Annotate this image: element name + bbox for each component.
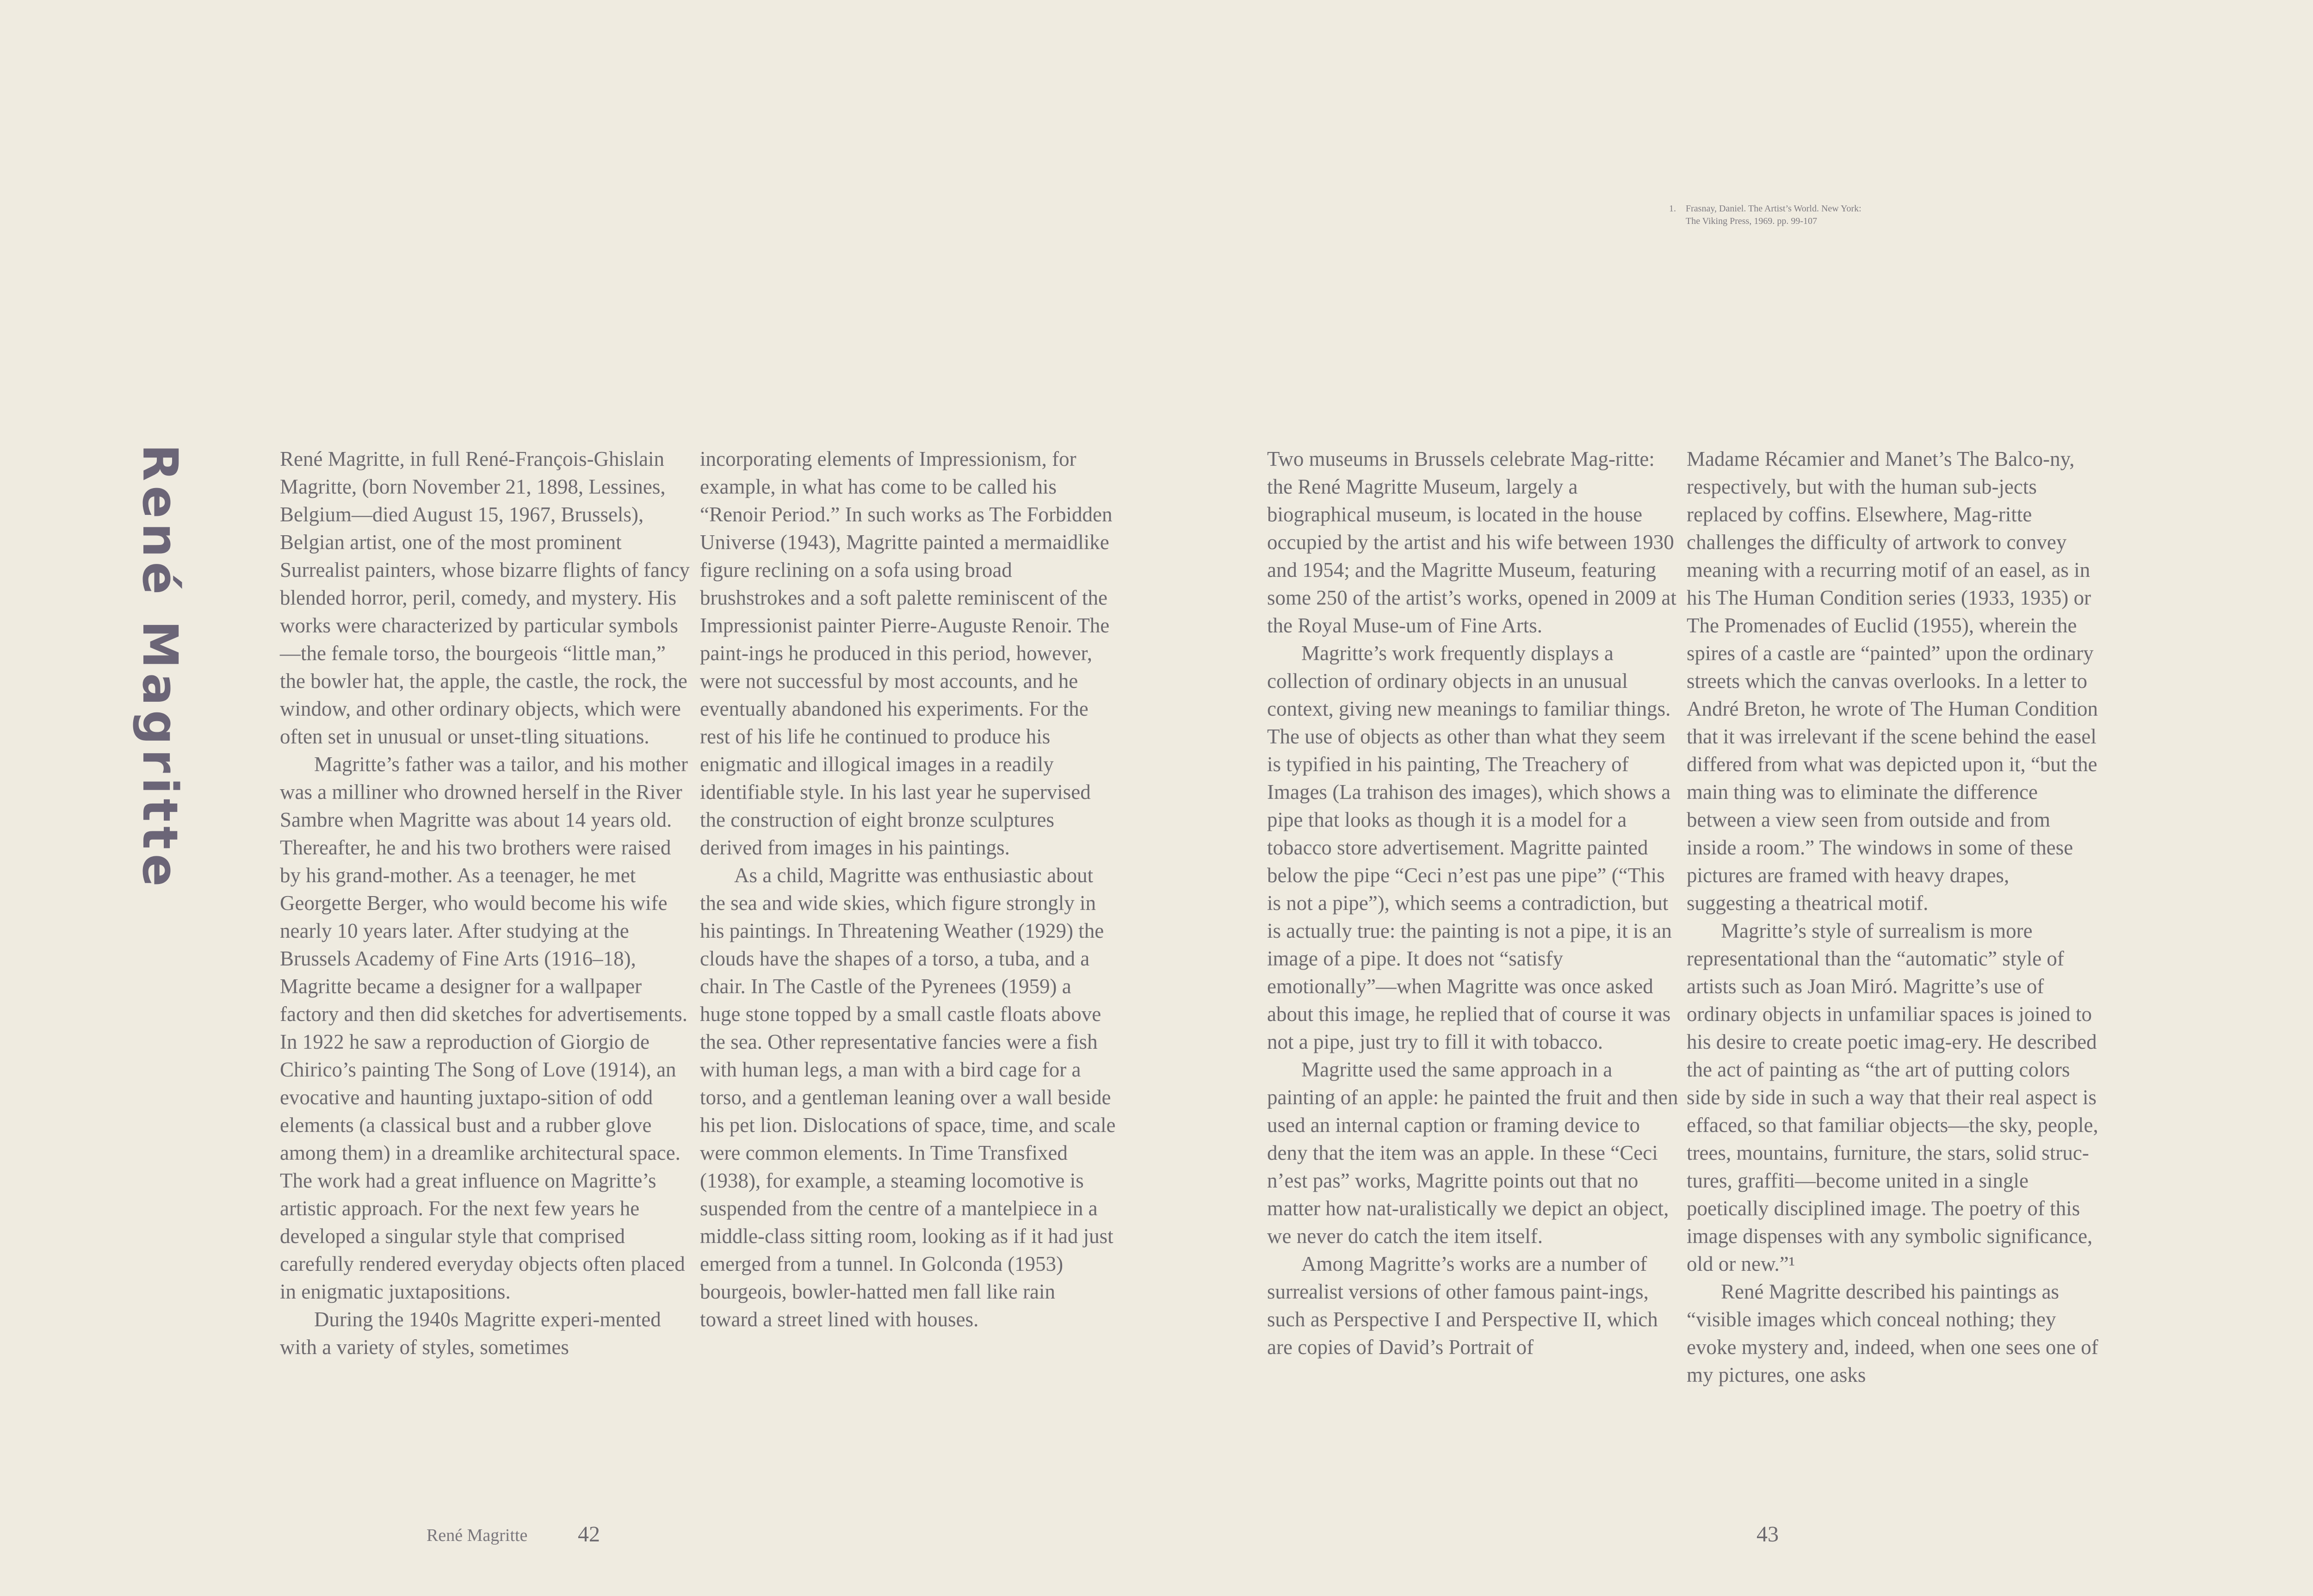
footnote-text-2: The Viking Press, 1969. pp. 99-107	[1686, 216, 1817, 226]
text-column-1	[280, 445, 696, 1361]
paragraph: incorporating elements of Impressionism, for example, in what has come to be called his “Renoir Period.” In such works as The Forbidden Universe (1943), Magritte painted a mermaidlike figure reclining on a sofa using broad brushstrokes and a soft palette reminiscent of the Impressionist painter Pierre-Auguste Renoir. The paint-ings he produced in this period, however, were not successful by most accounts, and he eventually abandoned his experiments. For the rest of his life he continued to produce his enigmatic and illogical images in a readily identifiable style. In his last year he supervised the construction of eight bronze sculptures derived from images in his paintings.	[700, 447, 1113, 859]
paragraph: Madame Récamier and Manet’s The Balco-ny, respectively, but with the human sub-jects replaced by coffins. Elsewhere, Mag-ritte challenges the difficulty of artwork to convey meaning with a recurring motif of an easel, as in his The Human Condition series (1933, 1935) or The Promenades of Euclid (1955), wherein the spires of a castle are “painted” upon the ordinary streets which the canvas overlooks. In a letter to André Breton, he wrote of The Human Condition that it was irrelevant if the scene behind the easel differed from what was depicted upon it, “but the main thing was to eliminate the difference between a view seen from outside and from inside a room.” The windows in some of these pictures are framed with heavy drapes, suggesting a theatrical motif.	[1687, 447, 2098, 915]
paragraph: Magritte’s style of surrealism is more representational than the “automatic” style of artists such as Joan Miró. Magritte’s use of ordinary objects in unfamiliar spaces is joined to his desire to create poetic imag-ery. He described the act of painting as “the art of putting colors side by side in such a way that their real aspect is effaced, so that familiar objects—the sky, people, trees, mountains, furniture, the stars, solid struc-tures, graffiti—become united in a single poetically disciplined image. The poetry of this image dispenses with any symbolic significance, old or new.”¹	[1687, 919, 2098, 1275]
page-number-left: 42	[578, 1522, 600, 1547]
paragraph: Magritte used the same approach in a painting of an apple: he painted the fruit and then used an internal caption or framing device to deny that the item was an apple. In these “Ceci n’est pas” works, Magritte points out that no matter how nat-uralistically we depict an object, we never do catch the item itself.	[1267, 1058, 1678, 1248]
text-column-4	[1687, 445, 2103, 1389]
paragraph: René Magritte described his paintings as “visible images which conceal nothing; they evoke mystery and, indeed, when one sees one of my pictures, one asks	[1687, 1280, 2098, 1386]
footnote-text-1: Frasnay, Daniel. The Artist’s World. New York:	[1686, 204, 1862, 214]
footnote-number: 1.	[1669, 204, 1676, 214]
text-column-2	[700, 445, 1116, 1333]
running-head: René Magritte	[427, 1526, 528, 1545]
footnote-line-1	[1669, 203, 1928, 215]
text-column-3	[1267, 445, 1683, 1361]
paragraph: René Magritte, in full René-François-Ghislain Magritte, (born November 21, 1898, Lessines, Belgium—died August 15, 1967, Brussels), Belgian artist, one of the most prominent Surrealist painters, whose bizarre flights of fancy blended horror, peril, comedy, and mystery. His works were characterized by particular symbols—the female torso, the bourgeois “little man,” the bowler hat, the apple, the castle, the rock, the window, and other ordinary objects, which were often set in unusual or unset-tling situations.	[280, 447, 690, 748]
chapter-title-vertical: René Magritte	[132, 444, 188, 891]
paragraph: During the 1940s Magritte experi-mented with a variety of styles, sometimes	[280, 1308, 661, 1359]
paragraph: As a child, Magritte was enthusiastic about the sea and wide skies, which figure strongly in his paintings. In Threatening Weather (1929) the clouds have the shapes of a torso, a tuba, and a chair. In The Castle of the Pyrenees (1959) a huge stone topped by a small castle floats above the sea. Other representative fancies were a fish with human legs, a man with a bird cage for a torso, and a gentleman leaning over a wall beside his pet lion. Dislocations of space, time, and scale were common elements. In Time Transfixed (1938), for example, a steaming locomotive is suspended from the centre of a mantelpiece in a middle-class sitting room, looking as if it had just emerged from a tunnel. In Golconda (1953) bourgeois, bowler-hatted men fall like rain toward a street lined with houses.	[700, 864, 1116, 1331]
page-number-right: 43	[1756, 1522, 1779, 1547]
paragraph: Among Magritte’s works are a number of surrealist versions of other famous paint-ings, such as Perspective I and Perspective II, which are copies of David’s Portrait of	[1267, 1252, 1658, 1359]
paragraph: Magritte’s work frequently displays a collection of ordinary objects in an unusual context, giving new meanings to familiar things. The use of objects as other than what they seem is typified in his painting, The Treachery of Images (La trahison des images), which shows a pipe that looks as though it is a model for a tobacco store advertisement. Magritte painted below the pipe “Ceci n’est pas une pipe” (“This is not a pipe”), which seems a contradiction, but is actually true: the painting is not a pipe, it is an image of a pipe. It does not “satisfy emotionally”—when Magritte was once asked about this image, he replied that of course it was not a pipe, just try to fill it with tobacco.	[1267, 642, 1672, 1053]
paragraph: Magritte’s father was a tailor, and his mother was a milliner who drowned herself in the River Sambre when Magritte was about 14 years old. Thereafter, he and his two brothers were raised by his grand-mother. As a teenager, he met Georgette Berger, who would become his wife nearly 10 years later. After studying at the Brussels Academy of Fine Arts (1916–18), Magritte became a designer for a wallpaper factory and then did sketches for advertisements. In 1922 he saw a reproduction of Giorgio de Chirico’s painting The Song of Love (1914), an evocative and haunting juxtapo-sition of odd elements (a classical bust and a rubber glove among them) in a dreamlike architectural space. The work had a great influence on Magritte’s artistic approach. For the next few years he developed a singular style that comprised carefully rendered everyday objects often placed in enigmatic juxtapositions.	[280, 753, 688, 1303]
footnote	[1669, 203, 1928, 228]
paragraph: Two museums in Brussels celebrate Mag-ritte: the René Magritte Museum, largely a biographical museum, is located in the house occupied by the artist and his wife between 1930 and 1954; and the Magritte Museum, featuring some 250 of the artist’s works, opened in 2009 at the Royal Muse-um of Fine Arts.	[1267, 447, 1676, 637]
